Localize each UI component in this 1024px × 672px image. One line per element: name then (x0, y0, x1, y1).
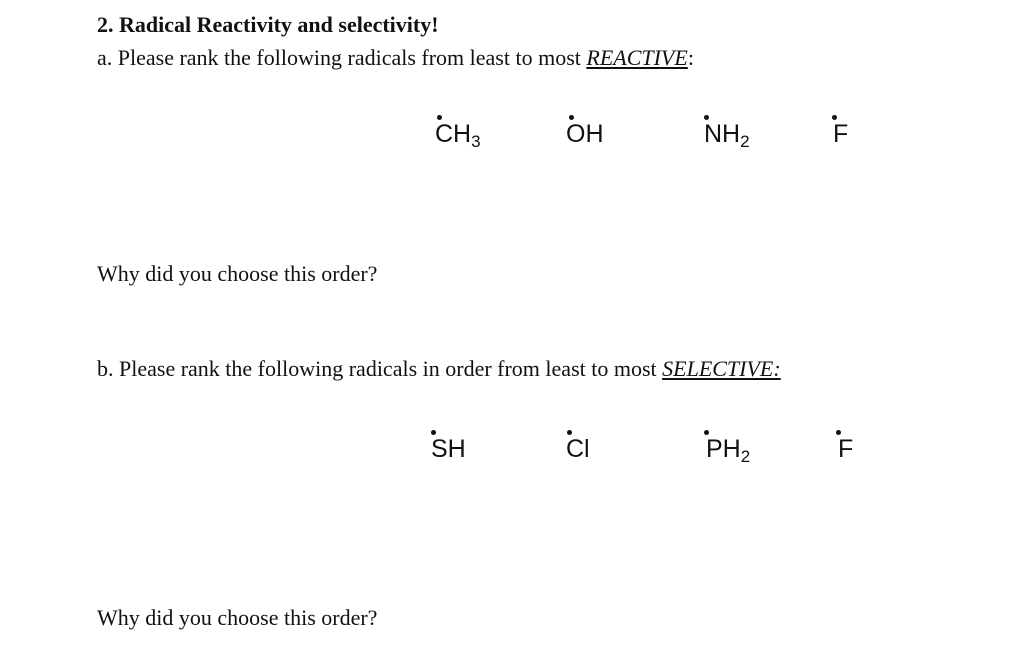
radical-dot (569, 115, 574, 120)
part-b-why: Why did you choose this order? (97, 605, 378, 630)
radical-symbol: PH (706, 435, 741, 463)
radical-subscript: 2 (740, 447, 751, 466)
radical-dot (836, 430, 841, 435)
radical-subscript: 2 (740, 132, 750, 151)
section-heading: 2. Radical Reactivity and selectivity! (97, 12, 439, 37)
part-a-prompt (97, 45, 694, 71)
radical-dot (704, 430, 709, 435)
radical-symbol: CH (435, 120, 472, 148)
radical-f (833, 122, 848, 147)
radical-dot (704, 115, 709, 120)
radical-oh (566, 122, 604, 147)
radical-f-selective (838, 437, 853, 462)
part-b-emphasis: SELECTIVE: (662, 356, 781, 381)
radical-symbol: Cl (566, 435, 590, 463)
radical-cl (566, 437, 590, 462)
part-b-prompt-text: b. Please rank the following radicals in order from least to most (97, 356, 663, 381)
radical-dot (431, 430, 436, 435)
radical-sh (431, 437, 466, 462)
radical-symbol: OH (566, 120, 604, 148)
radical-ph2 (706, 435, 751, 466)
radical-symbol: SH (431, 435, 466, 463)
part-a-why: Why did you choose this order? (97, 261, 378, 286)
radical-dot (567, 430, 572, 435)
radical-dot (437, 115, 442, 120)
part-a-prompt-text: a. Please rank the following radicals from least to most (97, 45, 587, 70)
radical-symbol: NH (704, 120, 741, 148)
radical-nh2 (704, 120, 750, 151)
radical-subscript: 3 (471, 132, 481, 151)
radical-symbol: F (833, 120, 849, 148)
part-a-emphasis: REACTIVE (586, 45, 688, 70)
radical-symbol: F (838, 435, 854, 463)
part-b-prompt (97, 356, 781, 382)
part-a-suffix: : (687, 45, 694, 70)
radical-ch3 (435, 120, 481, 151)
radical-dot (832, 115, 837, 120)
